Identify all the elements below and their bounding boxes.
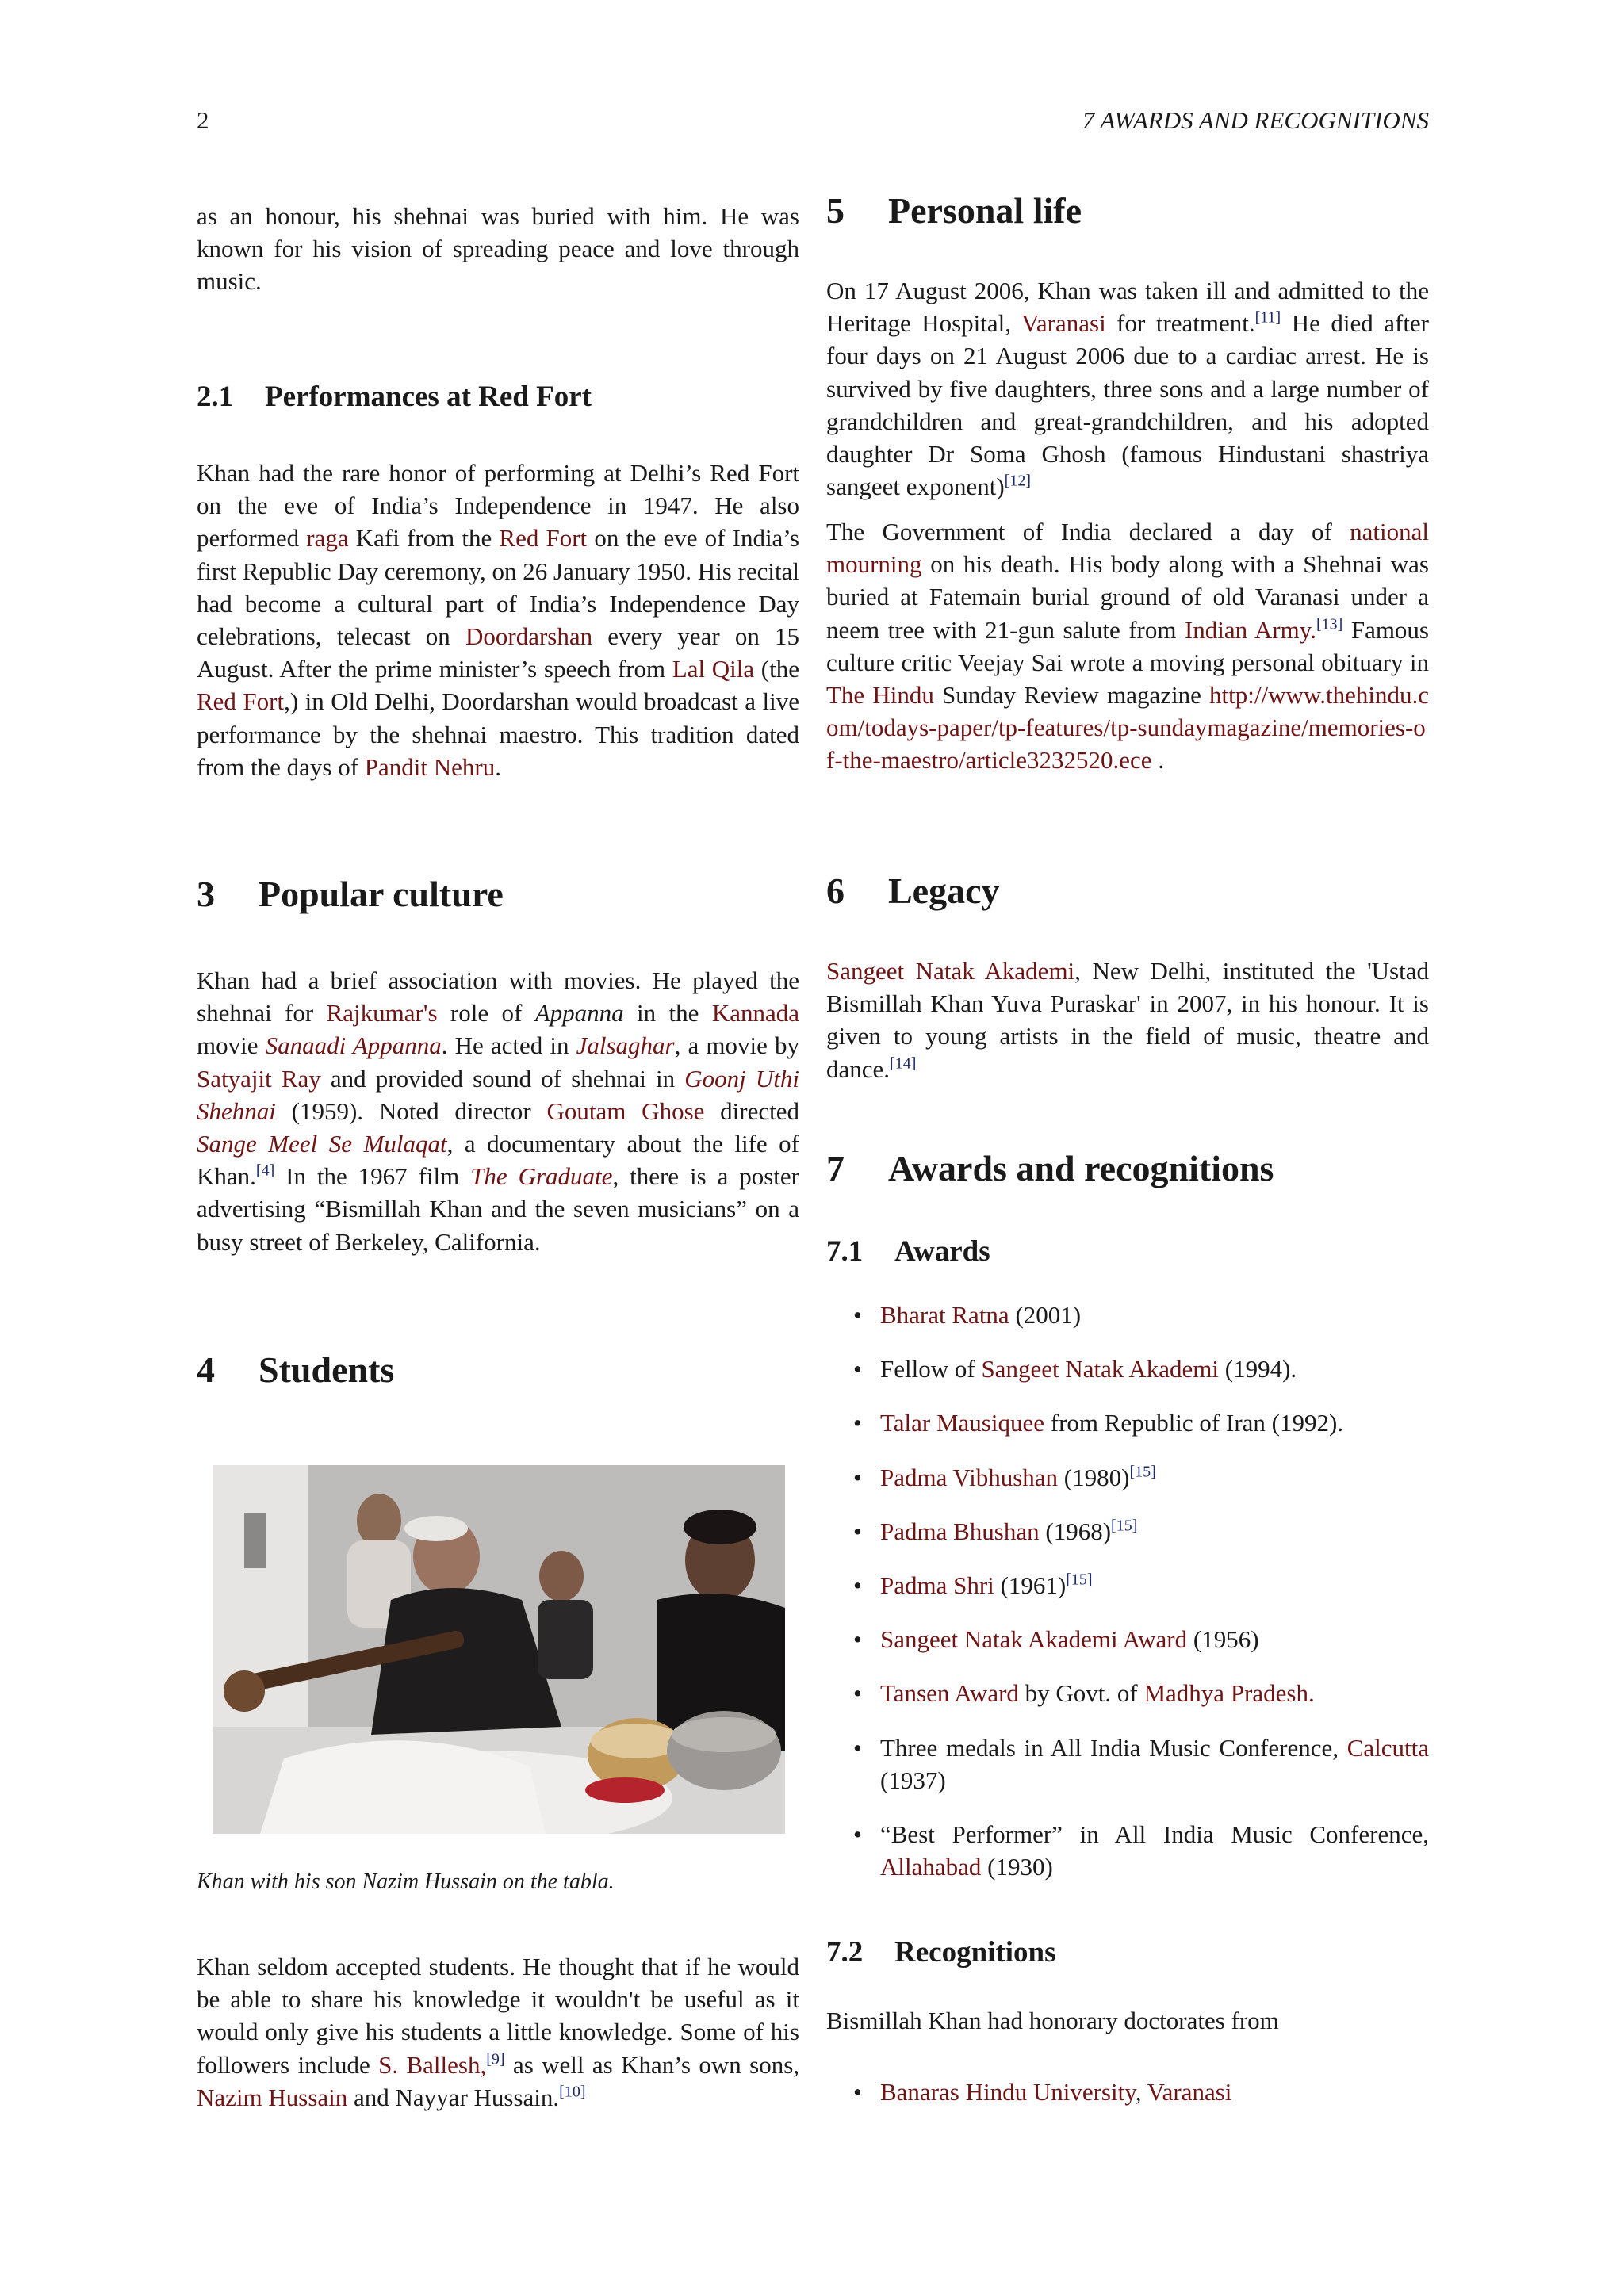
ref-15-c[interactable]: [15] [1066, 1571, 1093, 1589]
photo-khan-with-son[interactable] [213, 1465, 785, 1834]
link-national-mourning[interactable]: national mourning [826, 518, 1429, 579]
link-lal-qila[interactable]: Lal Qila [672, 655, 755, 683]
link-jalsaghar[interactable]: Jalsaghar [576, 1031, 675, 1060]
section-4-heading: 4 Students [197, 1349, 395, 1390]
section-5-heading: 5 Personal life [826, 190, 1082, 231]
link-tansen-award[interactable]: Tansen Award [880, 1679, 1019, 1708]
link-varanasi-2[interactable]: Varanasi [1147, 2078, 1232, 2106]
section-7-heading: 7 Awards and recognitions [826, 1148, 1274, 1188]
ref-12[interactable]: [12] [1004, 472, 1031, 490]
link-padma-shri[interactable]: Padma Shri [880, 1571, 994, 1600]
photo-caption: Khan with his son Nazim Hussain on the tabla. [197, 1869, 615, 1894]
list-item: • Padma Shri (1961)[15] [853, 1571, 1093, 1600]
link-doordarshan[interactable]: Doordarshan [465, 622, 593, 651]
list-item: • Padma Bhushan (1968)[15] [853, 1517, 1138, 1545]
photo-illustration [213, 1465, 785, 1834]
link-satyajit-ray[interactable]: Satyajit Ray [197, 1064, 321, 1093]
ref-10[interactable]: [10] [559, 2083, 586, 2101]
section-2-1-heading: 2.1 Performances at Red Fort [197, 381, 592, 413]
link-raga[interactable]: raga [306, 524, 349, 553]
section-2-1-body: Khan had the rare honor of performing at Delhi’s Red Fort on the eve of India’s Independence in 1947. He also performed raga Kafi from the Red Fort on the eve of India’s first Republic Day ceremony, on 26 January 1950. His recital had become a cultural part of India’s Independence Day celebrations, telecast on Doordarshan every year on 15 August. After the prime minister’s speech from Lal Qila (the Red Fort,) in Old Delhi, Doordarshan would broadcast a live performance by the shehnai maestro. This tradition dated from the days of Pandit Nehru. [197, 459, 799, 781]
link-indian-army[interactable]: Indian Army. [1184, 615, 1317, 644]
section-6-body: Sangeet Natak Akademi, New Delhi, instituted the 'Ustad Bismillah Khan Yuva Puraskar' in 2007, in his honour. It is given to young artists in the field of music, theatre and dance.[14] [826, 957, 1429, 1083]
link-madhya-pradesh[interactable]: Madhya Pradesh [1143, 1679, 1308, 1708]
link-kannada[interactable]: Kannada [711, 999, 799, 1027]
page-number: 2 [197, 106, 209, 134]
section-3-body: Khan had a brief association with movies. He played the shehnai for Rajkumar's role of Appanna in the Kannada movie Sanaadi Appanna. He acted in Jalsaghar, a movie by Satyajit Ray and provided sound of shehnai in Goonj Uthi Shehnai (1959). Noted director Goutam Ghose directed Sange Meel Se Mulaqat, a documentary about the life of Khan.[4] In the 1967 film The Graduate, there is a poster advertising “Bismillah Khan and the seven musicians” on a busy street of Berkeley, California. [197, 966, 800, 1256]
ref-11[interactable]: [11] [1254, 308, 1281, 327]
link-padma-vibhushan[interactable]: Padma Vibhushan [880, 1463, 1059, 1491]
section-6-heading: 6 Legacy [826, 871, 1000, 911]
list-item: • Talar Mausiquee from Republic of Iran (1992). [853, 1409, 1344, 1437]
ref-14[interactable]: [14] [890, 1054, 917, 1073]
link-banaras-hindu-university[interactable]: Banaras Hindu University [880, 2078, 1136, 2106]
section-7-2-heading: 7.2 Recognitions [826, 1936, 1056, 1969]
list-item: • Three medals in All India Music Conference, Calcutta (1937) [853, 1733, 1429, 1794]
link-red-fort-2[interactable]: Red Fort [197, 687, 285, 716]
link-s-ballesh[interactable]: S. Ballesh, [378, 2050, 487, 2079]
link-varanasi[interactable]: Varanasi [1021, 309, 1106, 338]
link-talar-mausiquee[interactable]: Talar Mausiquee [880, 1409, 1044, 1437]
recognitions-list [826, 2076, 1429, 2108]
link-bharat-ratna[interactable]: Bharat Ratna [880, 1301, 1009, 1329]
list-item: • Bharat Ratna (2001) [853, 1301, 1082, 1329]
section-5-para-1: On 17 August 2006, Khan was taken ill and admitted to the Heritage Hospital, Varanasi for treatment.[11] He died after four days on 21 August 2006 due to a cardiac arrest. He is survived by five daughters, three sons and a large number of grandchildren and great-grandchildren, and his adopted daughter Dr Soma Ghosh (famous Hindustani shastriya sangeet exponent)[12] [826, 277, 1430, 501]
awards-list [826, 1299, 1429, 1883]
ref-4[interactable]: [4] [255, 1161, 275, 1180]
section-5-para-2: The Government of India declared a day of national mourning on his death. His body along with a Shehnai was buried at Fatemain burial ground of old Varanasi under a neem tree with 21-gun salute from Indian Army.[13] Famous culture critic Veejay Sai wrote a moving personal obituary in The Hindu Sunday Review magazine http://www.thehindu.com/todays-paper/tp-features/tp-sundaymagazine/memories-of-the-maestro/article3232520.ece . [826, 518, 1430, 775]
link-nazim-hussain[interactable]: Nazim Hussain [197, 2083, 348, 2111]
link-sanaadi-appanna[interactable]: Sanaadi Appanna [265, 1031, 442, 1060]
link-pandit-nehru[interactable]: Pandit Nehru [364, 752, 496, 781]
list-item: • Tansen Award by Govt. of Madhya Pradesh. [853, 1679, 1315, 1708]
link-rajkumar[interactable]: Rajkumar's [326, 999, 438, 1027]
list-item: • “Best Performer” in All India Music Conference, Allahabad (1930) [853, 1820, 1429, 1881]
recognitions-intro: Bismillah Khan had honorary doctorates from [826, 2007, 1279, 2034]
ref-15-a[interactable]: [15] [1129, 1463, 1156, 1481]
link-sangeet-natak-akademi[interactable]: Sangeet Natak Akademi [826, 957, 1075, 985]
running-title: 7 AWARDS AND RECOGNITIONS [1082, 106, 1429, 134]
intro-paragraph: as an honour, his shehnai was buried with him. He was known for his vision of spreading peace and love through music. [197, 202, 799, 296]
link-goonj-uthi-shehnai[interactable]: Goonj Uthi Shehnai [197, 1064, 799, 1125]
list-item: • Sangeet Natak Akademi Award (1956) [853, 1625, 1259, 1654]
ref-13[interactable]: [13] [1316, 615, 1343, 633]
section-4-body: Khan seldom accepted students. He thought that if he would be able to share his knowledge it wouldn't be useful as it would only give his students a little knowledge. Some of his followers include S. Ballesh,[9] as well as Khan’s own sons, Nazim Hussain and Nayyar Hussain.[10] [197, 1953, 800, 2111]
link-sangeet-natak-akademi-fellow[interactable]: Sangeet Natak Akademi [981, 1355, 1220, 1383]
link-sangeet-natak-akademi-award[interactable]: Sangeet Natak Akademi Award [880, 1625, 1188, 1654]
ref-9[interactable]: [9] [486, 2050, 505, 2068]
link-red-fort[interactable]: Red Fort [499, 524, 588, 553]
link-the-hindu[interactable]: The Hindu [826, 681, 934, 710]
link-allahabad[interactable]: Allahabad [880, 1853, 982, 1881]
list-item: • Banaras Hindu University, Varanasi [853, 2078, 1232, 2106]
section-7-1-heading: 7.1 Awards [826, 1235, 990, 1268]
link-padma-bhushan[interactable]: Padma Bhushan [880, 1517, 1040, 1545]
link-calcutta[interactable]: Calcutta [1346, 1733, 1429, 1762]
list-item: • Fellow of Sangeet Natak Akademi (1994). [853, 1355, 1297, 1383]
section-3-heading: 3 Popular culture [197, 874, 504, 914]
link-obituary-url[interactable]: http://www.thehindu.com/todays-paper/tp-features/tp-sundaymagazine/memories-of-the-maestro/article3232520.ece [826, 681, 1429, 775]
list-item: • Padma Vibhushan (1980)[15] [853, 1463, 1156, 1491]
link-sange-meel[interactable]: Sange Meel Se Mulaqat [197, 1130, 447, 1158]
ref-15-b[interactable]: [15] [1111, 1517, 1138, 1535]
link-the-graduate[interactable]: The Graduate [470, 1162, 613, 1191]
link-goutam-ghose[interactable]: Goutam Ghose [546, 1096, 705, 1125]
